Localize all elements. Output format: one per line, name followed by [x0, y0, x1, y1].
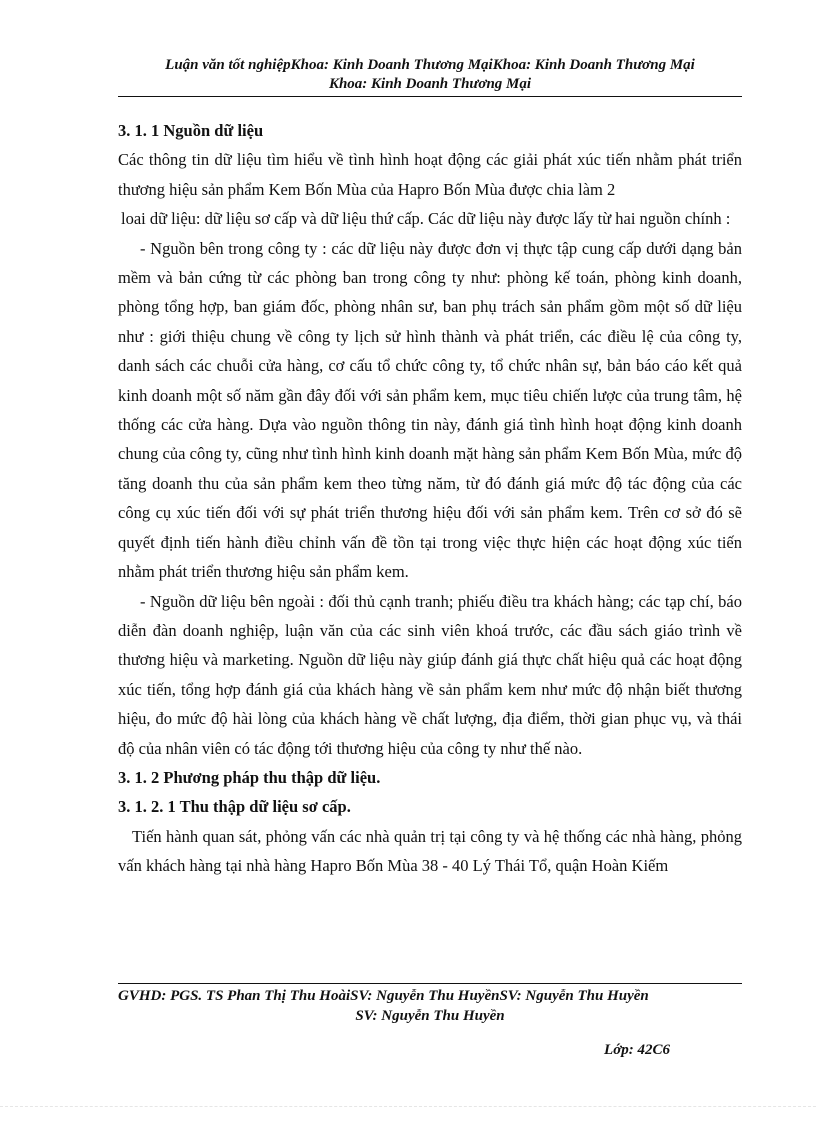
footer-line-1: GVHD: PGS. TS Phan Thị Thu HoàiSV: Nguyễn Thu HuyềnSV: Nguyễn Thu Huyền: [118, 988, 649, 1004]
section-intro: Các thông tin dữ liệu tìm hiểu về tình hình hoạt động các giải phát xúc tiến nhằm phát triển thương hiệu sản phẩm Kem Bốn Mùa của Hapro Bốn Mùa được chia làm 2: [118, 150, 742, 199]
external-source-paragraph: - Nguồn dữ liệu bên ngoài : đối thủ cạnh tranh; phiếu điều tra khách hàng; các tạp chí, báo diễn đàn doanh nghiệp, luận văn của các sinh viên khoá trước, các đầu sách giáo trình về thương hiệu và marketing. Nguồn dữ liệu này giúp đánh giá thực chất hiệu quả các hoạt động xúc tiến, tổng hợp đánh giá của khách hàng về sản phẩm kem như mức độ nhận biết thương hiệu, đo mức độ hài lòng của khách hàng về chất lượng, địa điểm, thời gian phục vụ, và thái độ của nhân viên có tác động tới thương hiệu của công ty như thế nào.: [118, 591, 742, 758]
footer-divider: [118, 983, 742, 984]
section-heading-3-1-1: 3. 1. 1 Nguồn dữ liệu: [118, 121, 264, 140]
header-line-1: Luận văn tốt nghiệpKhoa: Kinh Doanh Thương MạiKhoa: Kinh Doanh Thương Mại: [165, 57, 695, 73]
header-divider: [118, 96, 742, 97]
footer-line-2: SV: Nguyễn Thu Huyền: [355, 1008, 505, 1024]
page-header: [118, 56, 742, 94]
page-edge: [0, 1106, 816, 1107]
class-label: Lớp: 42C6: [604, 1042, 670, 1058]
section-heading-3-1-2-1: 3. 1. 2. 1 Thu thập dữ liệu sơ cấp.: [118, 797, 351, 817]
section-heading-3-1-2: 3. 1. 2 Phương pháp thu thập dữ liệu.: [118, 767, 381, 787]
internal-source-paragraph: - Nguồn bên trong công ty : các dữ liệu này được đơn vị thực tập cung cấp dưới dạng bản mềm và bản cứng từ các phòng ban trong công ty như: phòng kế toán, phòng kinh doanh, phòng tổng hợp, ban giám đốc, phòng nhân sư, ban phụ trách sản phẩm gồm một số dữ liệu như : giới thiệu chung về công ty lịch sử hình thành và phát triển, các điều lệ của công ty, danh sách các chuỗi cửa hàng, cơ cấu tổ chức công ty, tổ chức nhân sự, bản báo cáo kết quả kinh doanh một số năm gần đây đối với sản phẩm kem, mục tiêu chiến lược của trung tâm, hệ thống các cửa hàng. Dựa vào nguồn thông tin này, đánh giá tình hình hoạt động kinh doanh chung của công ty, cũng như tình hình kinh doanh mặt hàng sản phẩm Kem Bốn Mùa, mức độ tăng doanh thu của sản phẩm kem theo từng năm, từ đó đánh giá mức độ tác động của các công cụ xúc tiến đối với sự phát triển thương hiệu đối với sản phẩm kem. Trên cơ sở đó sẽ quyết định tiến hành điều chỉnh vấn đề tồn tại trong việc thực hiện các hoạt động xúc tiến nhằm phát triển thương hiệu sản phẩm kem.: [118, 238, 742, 582]
header-line-2: Khoa: Kinh Doanh Thương Mại: [328, 76, 532, 92]
page-footer: [118, 986, 742, 1060]
section-intro-continued: loai dữ liệu: dữ liệu sơ cấp và dữ liệu thứ cấp. Các dữ liệu này được lấy từ hai nguồn chính :: [121, 209, 731, 229]
primary-data-paragraph: Tiến hành quan sát, phỏng vấn các nhà quản trị tại công ty và hệ thống các nhà hàng, phỏng vấn khách hàng tại nhà hàng Hapro Bốn Mùa 38 - 40 Lý Thái Tổ, quận Hoàn Kiếm: [118, 826, 742, 876]
document-body: [118, 116, 742, 881]
